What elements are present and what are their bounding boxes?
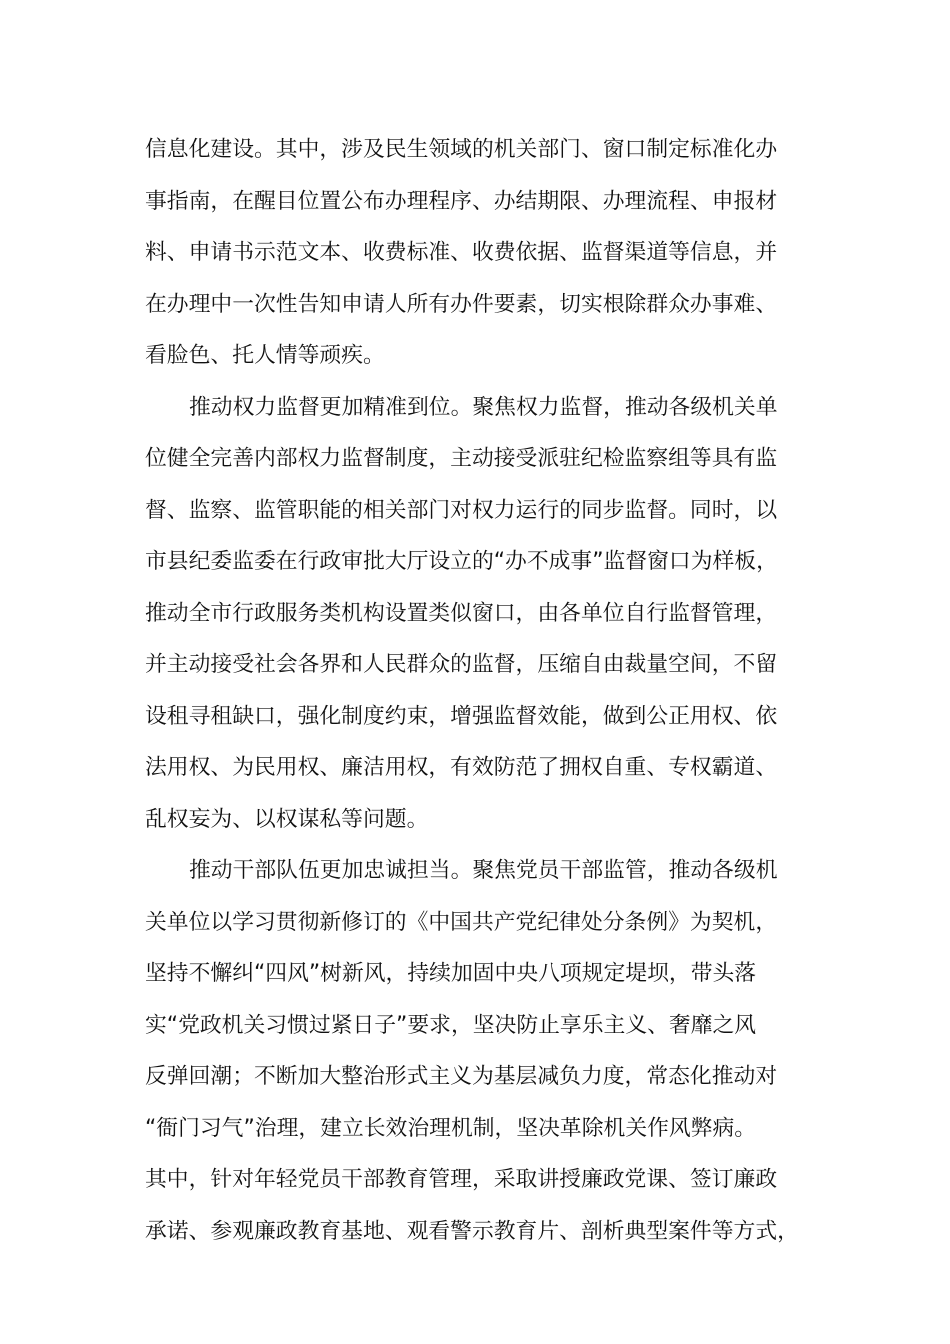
text-line: 推动全市行政服务类机构设置类似窗口，由各单位自行监督管理， xyxy=(145,600,778,626)
text-line: 法用权、为民用权、廉洁用权，有效防范了拥权自重、专权霸道、 xyxy=(145,755,778,780)
paragraph-first-line: 推动权力监督更加精准到位。聚焦权力监督，推动各级机关单 xyxy=(189,394,778,420)
text-line: 在办理中一次性告知申请人所有办件要素，切实根除群众办事难、 xyxy=(145,291,778,317)
text-line: 其中，针对年轻党员干部教育管理，采取讲授廉政党课、签订廉政 xyxy=(145,1167,778,1192)
text-line: 市县纪委监委在行政审批大厅设立的“办不成事”监督窗口为样板， xyxy=(145,549,778,574)
text-line: 实“党政机关习惯过紧日子”要求，坚决防止享乐主义、奢靡之风 xyxy=(145,1012,757,1038)
text-line: 事指南，在醒目位置公布办理程序、办结期限、办理流程、申报材 xyxy=(145,188,778,214)
text-line: 承诺、参观廉政教育基地、观看警示教育片、剖析典型案件等方式， xyxy=(145,1218,799,1244)
text-line: 料、申请书示范文本、收费标准、收费依据、监督渠道等信息，并 xyxy=(145,240,778,265)
text-line: 位健全完善内部权力监督制度，主动接受派驻纪检监察组等具有监 xyxy=(145,446,778,471)
text-line: 关单位以学习贯彻新修订的《中国共产党纪律处分条例》为契机， xyxy=(145,909,778,935)
text-line: 设租寻租缺口，强化制度约束，增强监督效能，做到公正用权、依 xyxy=(145,703,778,729)
text-line: 坚持不懈纠“四风”树新风，持续加固中央八项规定堤坝，带头落 xyxy=(145,961,757,986)
text-line: 乱权妄为、以权谋私等问题。 xyxy=(145,806,429,832)
text-line: 并主动接受社会各界和人民群众的监督，压缩自由裁量空间，不留 xyxy=(145,652,778,677)
text-line: 看脸色、托人情等顽疾。 xyxy=(145,343,385,368)
text-line: 反弹回潮；不断加大整治形式主义为基层减负力度，常态化推动对 xyxy=(145,1064,778,1089)
text-line: 信息化建设。其中，涉及民生领域的机关部门、窗口制定标准化办 xyxy=(145,137,778,162)
paragraph-first-line: 推动干部队伍更加忠诚担当。聚焦党员干部监管，推动各级机 xyxy=(189,858,778,883)
document-body xyxy=(145,124,815,1257)
text-line: “衙门习气”治理，建立长效治理机制，坚决革除机关作风弊病。 xyxy=(145,1115,757,1141)
text-line: 督、监察、监管职能的相关部门对权力运行的同步监督。同时，以 xyxy=(145,497,778,523)
